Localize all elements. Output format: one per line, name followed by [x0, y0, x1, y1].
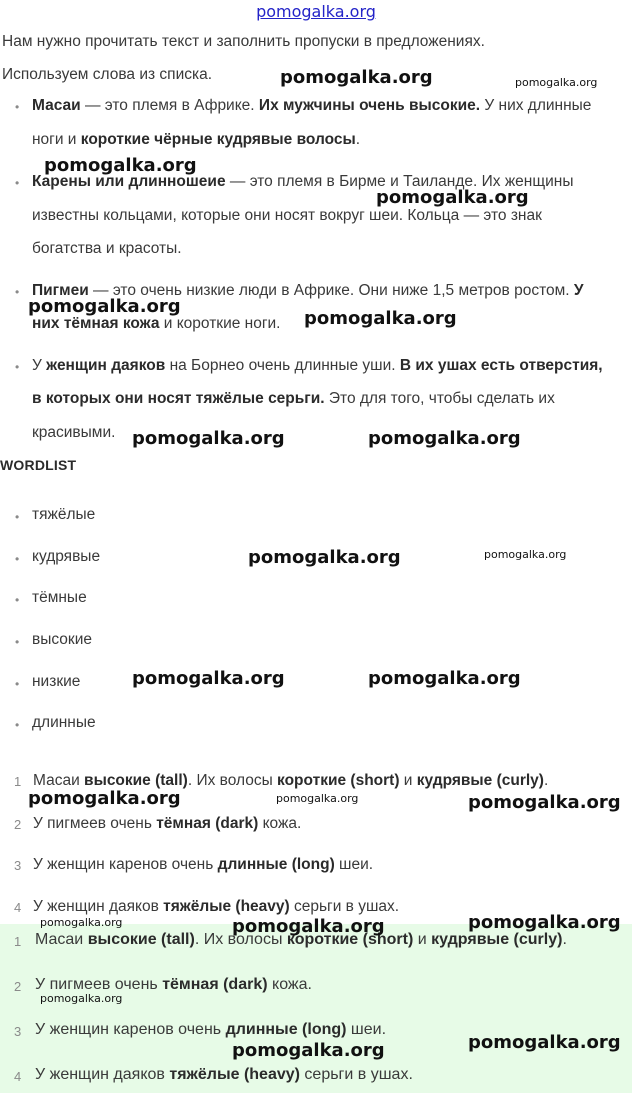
- watermark: pomogalka.org: [28, 296, 181, 317]
- bullet-dot: •: [15, 718, 20, 732]
- watermark: pomogalka.org: [276, 792, 359, 805]
- watermark: pomogalka.org: [280, 67, 433, 88]
- wordlist-title: WORDLIST: [0, 457, 77, 473]
- watermark: pomogalka.org: [248, 547, 401, 568]
- item-4-line-2: в которых они носят тяжёлые серьги. Это для того, чтобы сделать их: [32, 390, 555, 407]
- watermark: pomogalka.org: [44, 155, 197, 176]
- bullet-dot: •: [15, 593, 20, 607]
- answer-2-highlighted: У пигмеев очень тёмная (dark) кожа.: [35, 976, 312, 993]
- intro-line-1: Нам нужно прочитать текст и заполнить пропуски в предложениях.: [2, 33, 485, 50]
- wordlist-item: длинные: [32, 714, 96, 731]
- answer-number: 4: [14, 1069, 22, 1084]
- answer-number: 2: [14, 979, 22, 994]
- answer-number: 4: [14, 900, 22, 915]
- watermark: pomogalka.org: [132, 668, 285, 689]
- watermark: pomogalka.org: [484, 548, 567, 561]
- answer-number: 1: [14, 934, 22, 949]
- bullet-dot: •: [15, 176, 20, 190]
- answer-number: 1: [14, 774, 22, 789]
- item-4-line-3: красивыми.: [32, 424, 116, 441]
- answer-number: 3: [14, 1024, 22, 1039]
- watermark: pomogalka.org: [40, 992, 123, 1005]
- watermark: pomogalka.org: [468, 792, 621, 813]
- watermark: pomogalka.org: [468, 1032, 621, 1053]
- answer-1: Масаи высокие (tall). Их волосы короткие (short) и кудрявые (curly).: [33, 772, 549, 789]
- wordlist-item: высокие: [32, 631, 92, 648]
- answer-1-highlighted: Масаи высокие (tall). Их волосы короткие (short) и кудрявые (curly).: [35, 931, 567, 948]
- wordlist-item: тёмные: [32, 589, 87, 606]
- site-logo[interactable]: pomogalka.org: [256, 2, 376, 21]
- bullet-dot: •: [15, 285, 20, 299]
- answer-3: У женщин каренов очень длинные (long) шеи.: [33, 856, 374, 873]
- watermark: pomogalka.org: [132, 428, 285, 449]
- answer-number: 2: [14, 817, 22, 832]
- watermark: pomogalka.org: [368, 668, 521, 689]
- watermark: pomogalka.org: [368, 428, 521, 449]
- watermark: pomogalka.org: [40, 916, 123, 929]
- intro-line-2: Используем слова из списка.: [2, 66, 213, 83]
- watermark: pomogalka.org: [468, 912, 621, 933]
- item-2-line-2: известны кольцами, которые они носят вокруг шеи. Кольца — это знак: [32, 207, 542, 224]
- watermark: pomogalka.org: [28, 788, 181, 809]
- answer-3-highlighted: У женщин каренов очень длинные (long) шеи.: [35, 1021, 387, 1038]
- bullet-dot: •: [15, 360, 20, 374]
- bullet-dot: •: [15, 635, 20, 649]
- bullet-dot: •: [15, 100, 20, 114]
- answer-4: У женщин даяков тяжёлые (heavy) серьги в ушах.: [33, 898, 400, 915]
- wordlist-item: кудрявые: [32, 548, 101, 565]
- item-2-line-3: богатства и красоты.: [32, 240, 182, 257]
- watermark: pomogalka.org: [232, 916, 385, 937]
- watermark: pomogalka.org: [304, 308, 457, 329]
- wordlist-item: низкие: [32, 673, 81, 690]
- answer-2: У пигмеев очень тёмная (dark) кожа.: [33, 815, 302, 832]
- item-3-line-1: Пигмеи — это очень низкие люди в Африке. Они ниже 1,5 метров ростом. У: [32, 282, 584, 299]
- answer-number: 3: [14, 858, 22, 873]
- wordlist-item: тяжёлые: [32, 506, 96, 523]
- watermark: pomogalka.org: [232, 1040, 385, 1061]
- bullet-dot: •: [15, 510, 20, 524]
- bullet-dot: •: [15, 552, 20, 566]
- item-1-line-2: ноги и короткие чёрные кудрявые волосы.: [32, 131, 361, 148]
- item-1-line-1: Масаи — это племя в Африке. Их мужчины очень высокие. У них длинные: [32, 97, 592, 114]
- watermark: pomogalka.org: [376, 187, 529, 208]
- answer-4-highlighted: У женщин даяков тяжёлые (heavy) серьги в ушах.: [35, 1066, 413, 1083]
- bullet-dot: •: [15, 677, 20, 691]
- item-4-line-1: У женщин даяков на Борнео очень длинные уши. В их ушах есть отверстия,: [32, 357, 603, 374]
- item-2-line-1: Карены или длинношеие — это племя в Бирме и Таиланде. Их женщины: [32, 173, 574, 190]
- item-3-line-2: них тёмная кожа и короткие ноги.: [32, 315, 281, 332]
- watermark: pomogalka.org: [515, 76, 598, 89]
